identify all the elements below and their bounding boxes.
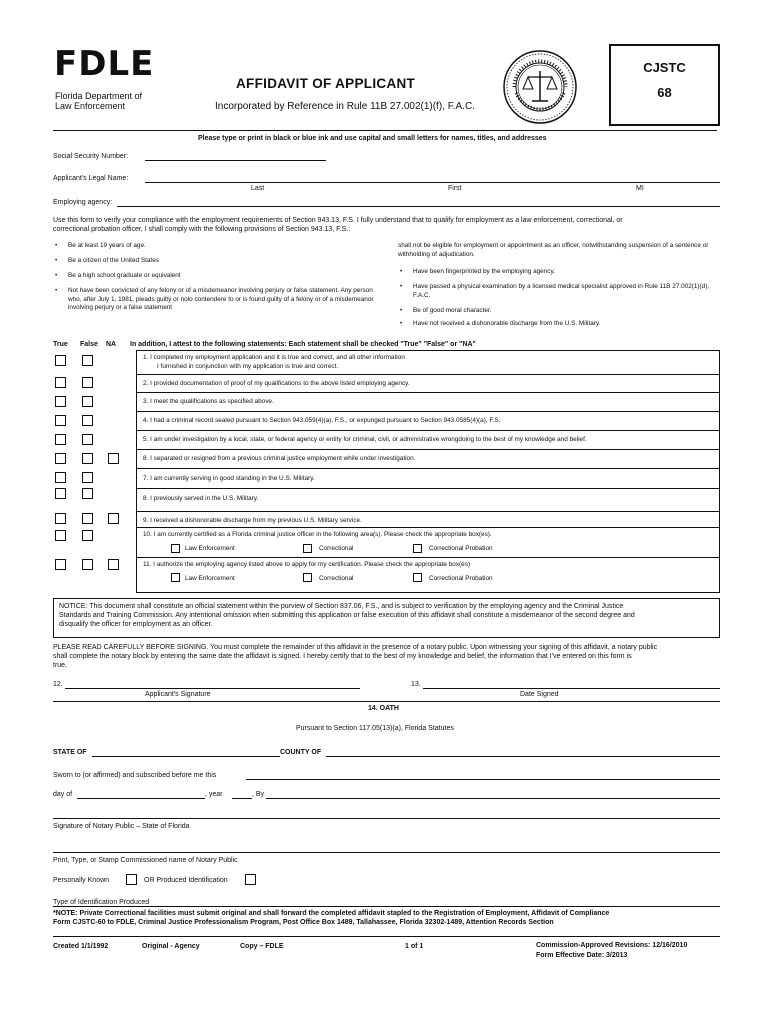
- notice-line-1: NOTICE: This document shall constitute an official statement within the purview of Section 837.06, F.S., and is subject to verification by the employing agency and the Criminal Justice: [59, 603, 624, 610]
- bullet-icon: •: [400, 307, 403, 314]
- table-row: [137, 468, 719, 469]
- statement-11-true-checkbox[interactable]: [55, 559, 66, 570]
- year-field[interactable]: [232, 798, 252, 799]
- signing-line-1: PLEASE READ CAREFULLY BEFORE SIGNING. You must complete the remainder of this affidavit in the presence of a notary public. Upon witnessing your signing of this affidavit, a notary public: [53, 644, 658, 651]
- last-name-caption: Last: [251, 185, 265, 192]
- oath-statute: Pursuant to Section 117.05(13)(a), Florida Statutes: [296, 725, 454, 732]
- personally-known-checkbox[interactable]: [126, 874, 137, 885]
- bullet-icon: •: [400, 283, 403, 290]
- statement-10-false-checkbox[interactable]: [82, 530, 93, 541]
- requirement-item: Have passed a physical examination by a licensed medical specialist approved in Rule 11B 27.002(1)(d), F.A.C.: [413, 283, 710, 299]
- bullet-icon: •: [55, 287, 58, 294]
- statement-4-true-checkbox[interactable]: [55, 415, 66, 426]
- statement-9-na-checkbox[interactable]: [108, 513, 119, 524]
- statement-3-false-checkbox[interactable]: [82, 396, 93, 407]
- table-row: [137, 511, 719, 512]
- statement-3-true-checkbox[interactable]: [55, 396, 66, 407]
- ink-instructions: Please type or print in black or blue ink and use capital and small letters for names, titles, and addresses: [198, 135, 547, 142]
- statement-10-law-enforcement-checkbox[interactable]: [171, 544, 180, 553]
- statement-7-true-checkbox[interactable]: [55, 472, 66, 483]
- statement-9-false-checkbox[interactable]: [82, 513, 93, 524]
- form-subtitle: Incorporated by Reference in Rule 11B 27.002(1)(f), F.A.C.: [215, 101, 475, 112]
- sworn-label: Sworn to (or affirmed) and subscribed before me this: [53, 772, 217, 779]
- signing-line-2: shall complete the notary block by entering the same date the affidavit is signed. I hereby certify that to the best of my knowledge and belief, the information that I've entered on this form is: [53, 653, 632, 660]
- statement-7-false-checkbox[interactable]: [82, 472, 93, 483]
- county-of-field[interactable]: [326, 756, 720, 757]
- statement-10-true-checkbox[interactable]: [55, 530, 66, 541]
- oath-title: 14. OATH: [368, 705, 399, 712]
- intro-line-2: correctional probation officer, I shall comply with the following provisions of Section 943.13, F.S.:: [53, 226, 351, 233]
- commission-seal-icon: [502, 49, 578, 125]
- ssn-field[interactable]: [145, 160, 326, 161]
- statement-10-correctional-label: Correctional: [319, 545, 354, 552]
- statement-2-false-checkbox[interactable]: [82, 377, 93, 388]
- statement-5-false-checkbox[interactable]: [82, 434, 93, 445]
- statement-11-law-enforcement-label: Law Enforcement: [185, 575, 235, 582]
- agency-line-2: Law Enforcement: [55, 101, 126, 111]
- statements-table: [136, 350, 720, 593]
- sworn-date-field[interactable]: [246, 779, 720, 780]
- employing-agency-field[interactable]: [117, 206, 720, 207]
- agency-name: [55, 91, 142, 111]
- attest-header: In addition, I attest to the following statements: Each statement shall be checked "True" "False" or "NA": [130, 341, 476, 348]
- id-type-field[interactable]: [53, 906, 720, 907]
- table-row: [137, 449, 719, 450]
- notary-signature-label: Signature of Notary Public – State of Florida: [53, 823, 190, 830]
- statement-11-correctional-label: Correctional: [319, 575, 354, 582]
- by-label: , By: [252, 791, 265, 798]
- statement-1-line-1: 1. I completed my employment application and it is true and correct, and all other information: [143, 354, 405, 361]
- bullet-icon: •: [400, 320, 403, 327]
- day-of-field[interactable]: [77, 798, 205, 799]
- requirement-item: Be a citizen of the United States: [68, 257, 159, 264]
- notary-name-label: Print, Type, or Stamp Commissioned name of Notary Public: [53, 857, 238, 864]
- fdle-logo: FDLE: [54, 44, 155, 84]
- form-title: AFFIDAVIT OF APPLICANT: [236, 76, 416, 91]
- statement-11-probation-label: Correctional Probation: [429, 575, 493, 582]
- statement-10-law-enforcement-label: Law Enforcement: [185, 545, 235, 552]
- note-line-2: Form CJSTC-60 to FDLE, Criminal Justice Professionalism Program, Post Office Box 1489, Tallahassee, Florida 32302-1489, Attention Records Section: [53, 919, 554, 926]
- form-number: 68: [657, 85, 672, 100]
- statement-10-probation-checkbox[interactable]: [413, 544, 422, 553]
- agency-line-1: Florida Department of: [55, 91, 143, 101]
- year-label: , year: [205, 791, 223, 798]
- signing-line-3: true.: [53, 662, 68, 669]
- false-column-header: False: [80, 341, 98, 348]
- private-facilities-note: [53, 909, 720, 927]
- note-line-1: *NOTE: Private Correctional facilities must submit original and shall forward the completed affidavit stapled to the Registration of Employment, Affidavit of Compliance: [53, 910, 610, 917]
- notary-signature-field[interactable]: [53, 818, 720, 819]
- field-number-12: 12.: [53, 681, 63, 688]
- table-row: [137, 430, 719, 431]
- statement-3: 3. I meet the qualifications as specified above.: [143, 398, 274, 405]
- requirement-item: Have been fingerprinted by the employing agency.: [413, 268, 555, 275]
- statement-11: 11. I authorize the employing agency listed above to apply for my certification. Please check the appropriate box(es): [143, 561, 471, 568]
- sworn-by-field[interactable]: [266, 798, 720, 799]
- requirement-item: Be of good moral character.: [413, 307, 492, 314]
- applicant-signature-field[interactable]: [65, 688, 360, 689]
- personally-known-label: Personally Known: [53, 877, 110, 884]
- notice-line-3: disqualify the officer for employment as an officer.: [59, 621, 213, 628]
- date-signed-label: Date Signed: [520, 691, 559, 698]
- form-code-box: [609, 44, 720, 126]
- statement-9: 9. I received a dishonorable discharge from my previous U.S. Military service.: [143, 517, 362, 524]
- requirement-item: shall not be eligible for employment or appointment as an officer, notwithstanding suspension of a sentence or withholding of adjudication.: [398, 242, 709, 258]
- notary-name-field[interactable]: [53, 852, 720, 853]
- legal-name-field[interactable]: [145, 182, 720, 183]
- statement-4: 4. I had a criminal record sealed pursuant to Section 943.059(4)(a), F.S., or expunged pursuant to Section 943.0585(4)(a), F.S.: [143, 417, 501, 424]
- notice-line-2: Standards and Training Commission. Any intentional omission when submitting this application or false execution of this affidavit shall constitute a misdemeanor of the second degree and: [59, 612, 635, 619]
- statement-11-probation-checkbox[interactable]: [413, 573, 422, 582]
- statement-2-true-checkbox[interactable]: [55, 377, 66, 388]
- statement-1-true-checkbox[interactable]: [55, 355, 66, 366]
- statement-6-true-checkbox[interactable]: [55, 453, 66, 464]
- effective-date: Form Effective Date: 3/2013: [536, 952, 628, 959]
- statement-11-law-enforcement-checkbox[interactable]: [171, 573, 180, 582]
- statement-8-true-checkbox[interactable]: [55, 488, 66, 499]
- statement-10-correctional-checkbox[interactable]: [303, 544, 312, 553]
- table-row: [137, 392, 719, 393]
- id-type-label: Type of Identification Produced: [53, 899, 150, 906]
- bullet-icon: •: [55, 257, 58, 264]
- statement-11-correctional-checkbox[interactable]: [303, 573, 312, 582]
- statement-7: 7. I am currently serving in good standing in the U.S. Military.: [143, 475, 315, 482]
- footer-divider: [53, 936, 720, 937]
- bullet-icon: •: [400, 268, 403, 275]
- statement-1-false-checkbox[interactable]: [82, 355, 93, 366]
- statement-6-na-checkbox[interactable]: [108, 453, 119, 464]
- ssn-label: Social Security Number:: [53, 153, 129, 160]
- signing-instructions: [53, 643, 720, 670]
- na-column-header: NA: [106, 341, 117, 348]
- statement-2: 2. I provided documentation of proof of my qualifications to the above listed employing agency.: [143, 380, 410, 387]
- notice-box: [53, 598, 720, 638]
- requirement-item: Not have been convicted of any felony or of a misdemeanor involving perjury or false statement. Any person who, after July 1, 1981, pleads guilty or nolo contendere to or is found guilty of a felony or of a misdemeanor involving perjury or a false statement: [68, 287, 374, 311]
- revision-date: Commission-Approved Revisions: 12/16/2010: [536, 942, 688, 949]
- statement-11-false-checkbox[interactable]: [82, 559, 93, 570]
- employing-agency-label: Employing agency:: [53, 199, 113, 206]
- statement-6-false-checkbox[interactable]: [82, 453, 93, 464]
- table-row: [137, 527, 719, 528]
- statement-8: 8. I previously served in the U.S. Military.: [143, 495, 259, 502]
- legal-name-label: Applicant's Legal Name:: [53, 175, 129, 182]
- notice-text: [59, 602, 714, 629]
- intro-line-1: Use this form to verify your compliance with the employment requirements of Section 943.13, F.S. I fully understand that to qualify for employment as a law enforcement, correctional, or: [53, 217, 623, 224]
- requirement-item: Have not received a dishonorable discharge from the U.S. Military.: [413, 320, 601, 327]
- fdle-copy-label: Copy – FDLE: [240, 943, 284, 950]
- oath-divider: [53, 701, 720, 702]
- statement-1-line-2: I furnished in conjunction with my application is true and correct.: [157, 363, 339, 370]
- page-number: 1 of 1: [405, 943, 424, 950]
- bullet-icon: •: [55, 242, 58, 249]
- first-name-caption: First: [448, 185, 462, 192]
- statement-10: 10. I am currently certified as a Florida criminal justice officer in the following area(s). Please check the appropriate box(es).: [143, 531, 492, 538]
- header-divider: [53, 130, 717, 131]
- table-row: [137, 374, 719, 375]
- requirement-item: Be at least 19 years of age.: [68, 242, 146, 249]
- state-of-label: STATE OF: [53, 749, 87, 756]
- state-of-field[interactable]: [92, 756, 280, 757]
- applicant-signature-label: Applicant's Signature: [145, 691, 211, 698]
- produced-id-checkbox[interactable]: [245, 874, 256, 885]
- statement-5: 5. I am under investigation by a local, state, or federal agency or entity for criminal, civil, or administrative wrongdoing to the best of my knowledge and belief.: [143, 436, 587, 443]
- bullet-icon: •: [55, 272, 58, 279]
- form-code: CJSTC: [643, 60, 686, 75]
- statement-9-true-checkbox[interactable]: [55, 513, 66, 524]
- requirement-item: Be a high school graduate or equivalent: [68, 272, 181, 279]
- county-of-label: COUNTY OF: [280, 749, 322, 756]
- statement-10-probation-label: Correctional Probation: [429, 545, 493, 552]
- date-signed-field[interactable]: [423, 688, 720, 689]
- original-copy-label: Original - Agency: [142, 943, 200, 950]
- true-column-header: True: [53, 341, 68, 348]
- created-date: Created 1/1/1992: [53, 943, 109, 950]
- day-of-label: day of: [53, 791, 73, 798]
- table-row: [137, 411, 719, 412]
- table-row: [137, 488, 719, 489]
- produced-id-label: OR Produced Identification: [144, 877, 228, 884]
- intro-text: [53, 216, 720, 234]
- statement-11-na-checkbox[interactable]: [108, 559, 119, 570]
- statement-8-false-checkbox[interactable]: [82, 488, 93, 499]
- statement-6: 8. I separated or resigned from a previous criminal justice employment while under investigation.: [143, 455, 416, 462]
- field-number-13: 13.: [411, 681, 421, 688]
- statement-5-true-checkbox[interactable]: [55, 434, 66, 445]
- statement-4-false-checkbox[interactable]: [82, 415, 93, 426]
- table-row: [137, 557, 719, 558]
- middle-initial-caption: MI: [636, 185, 644, 192]
